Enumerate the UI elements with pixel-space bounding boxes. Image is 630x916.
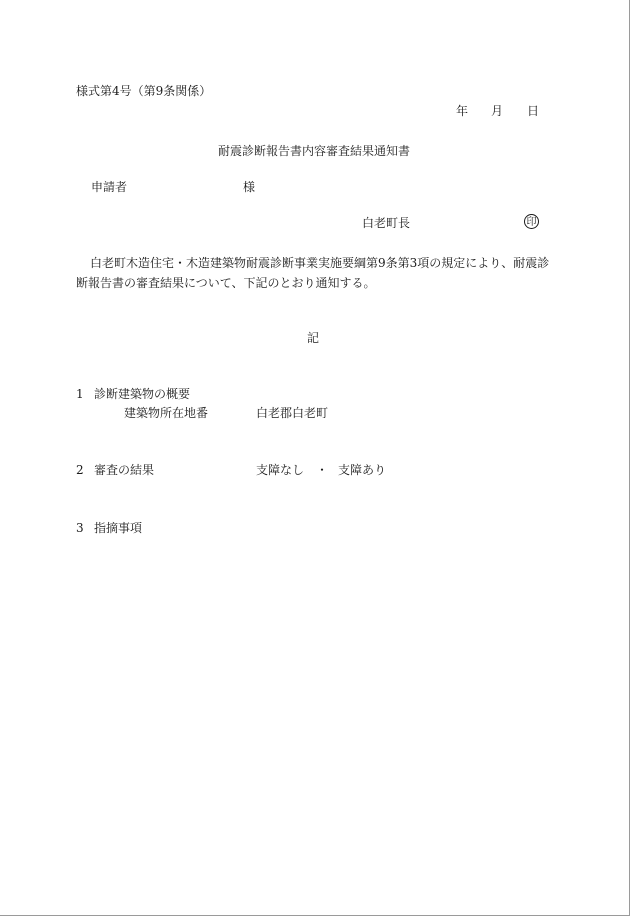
result-option-no-issue: 支障なし: [256, 463, 305, 477]
date-day-label: 日: [527, 104, 540, 118]
section-2-title: 審査の結果: [94, 463, 155, 477]
date-month-label: 月: [491, 104, 504, 118]
result-option-separator: ・: [316, 463, 329, 477]
building-location-value: 白老郡白老町: [256, 406, 329, 420]
section-3-title: 指摘事項: [94, 521, 143, 535]
notice-body: 白老町木造住宅・木造建築物耐震診断事業実施要綱第9条第3項の規定により、耐震診断報告書の審査結果について、下記のとおり通知する。: [76, 256, 550, 290]
seal-mark: 印: [524, 214, 539, 229]
section-1-title: 診断建築物の概要: [94, 387, 191, 401]
ki-heading: 記: [307, 331, 320, 345]
applicant-honorific: 様: [243, 180, 256, 194]
form-number: 様式第4号（第9条関係）: [76, 84, 212, 98]
issuer-name: 白老町長: [362, 216, 411, 230]
building-location-label: 建築物所在地番: [124, 406, 209, 420]
section-3-number: 3: [76, 521, 84, 535]
section-1-number: 1: [76, 387, 84, 401]
section-2-number: 2: [76, 463, 84, 477]
document-title: 耐震診断報告書内容審査結果通知書: [218, 144, 411, 158]
date-year-label: 年: [456, 104, 469, 118]
result-option-issue: 支障あり: [338, 463, 387, 477]
applicant-label: 申請者: [91, 180, 128, 194]
